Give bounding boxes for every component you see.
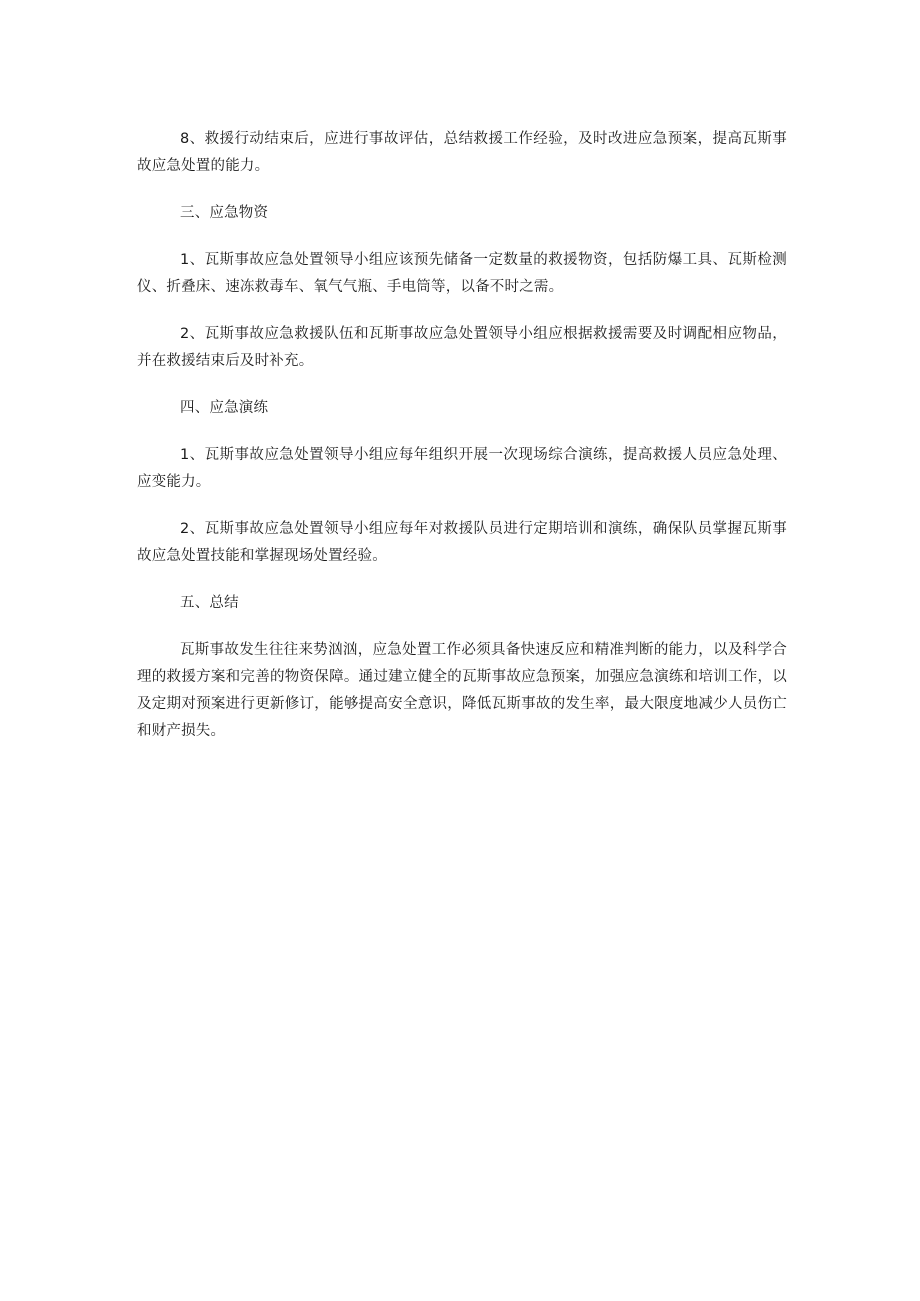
section-heading-emergency-supplies: 三、应急物资 bbox=[180, 205, 269, 221]
paragraph-drills-annual: 1、瓦斯事故应急处置领导小组应每年组织开展一次现场综合演练，提高救援人员应急处理、应变能力。 bbox=[137, 447, 787, 490]
paragraph-supplies-reserve: 1、瓦斯事故应急处置领导小组应该预先储备一定数量的救援物资，包括防爆工具、瓦斯检测仪、折叠床、速冻救毒车、氧气气瓶、手电筒等，以备不时之需。 bbox=[137, 252, 787, 295]
paragraph-summary: 瓦斯事故发生往往来势汹汹，应急处置工作必须具备快速反应和精准判断的能力，以及科学合理的救援方案和完善的物资保障。通过建立健全的瓦斯事故应急预案，加强应急演练和培训工作，以及定期对预案进行更新修订，能够提高安全意识，降低瓦斯事故的发生率，最大限度地减少人员伤亡和财产损失。 bbox=[137, 642, 787, 739]
section-heading-emergency-drills: 四、应急演练 bbox=[180, 400, 269, 416]
paragraph-drills-training: 2、瓦斯事故应急处置领导小组应每年对救援队员进行定期培训和演练，确保队员掌握瓦斯事故应急处置技能和掌握现场处置经验。 bbox=[137, 521, 787, 564]
section-heading-summary: 五、总结 bbox=[180, 595, 239, 611]
paragraph-supplies-allocation: 2、瓦斯事故应急救援队伍和瓦斯事故应急处置领导小组应根据救援需要及时调配相应物品，并在救援结束后及时补充。 bbox=[137, 326, 787, 369]
document-body bbox=[137, 126, 787, 765]
paragraph-rescue-evaluation: 8、救援行动结束后，应进行事故评估，总结救援工作经验，及时改进应急预案，提高瓦斯事故应急处置的能力。 bbox=[137, 131, 787, 174]
